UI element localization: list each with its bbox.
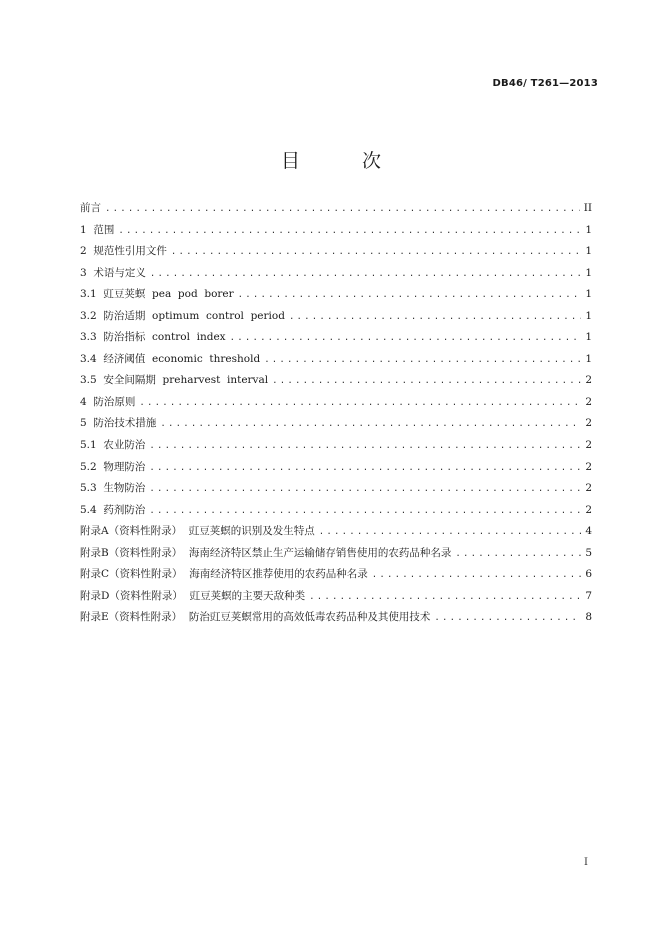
toc-entry-label: 4 防治原则: [80, 395, 136, 408]
toc-entry-page: 2: [585, 395, 592, 408]
toc-entry-label: 附录A（资料性附录） 豇豆荚螟的识别及发生特点: [80, 525, 315, 538]
toc-entry-scope[interactable]: [80, 220, 592, 242]
toc-entry-page: 1: [585, 245, 592, 258]
toc-entry-page: 4: [585, 525, 592, 538]
toc-leader-dots: [139, 393, 581, 415]
toc-entry-appendix-c[interactable]: [80, 564, 592, 586]
toc-entry-page: 2: [585, 482, 592, 495]
toc-entry-page: 5: [585, 546, 592, 559]
toc-entry-5-4[interactable]: [80, 500, 592, 522]
toc-entry-label: 3.4 经济阈值 economic threshold: [80, 352, 261, 365]
toc-leader-dots: [149, 479, 581, 501]
toc-leader-dots: [230, 328, 582, 350]
toc-entry-label: 3.5 安全间隔期 preharvest interval: [80, 374, 269, 387]
toc-leader-dots: [372, 565, 582, 587]
toc-entry-label: 附录C（资料性附录） 海南经济特区推荐使用的农药品种名录: [80, 568, 368, 581]
toc-entry-page: 1: [585, 266, 592, 279]
toc-entry-label: 3.3 防治指标 control index: [80, 331, 226, 344]
toc-leader-dots: [264, 350, 581, 372]
toc-entry-page: 2: [585, 503, 592, 516]
toc-entry-3-3[interactable]: [80, 327, 592, 349]
toc-entry-page: 7: [585, 589, 592, 602]
toc-entry-terms-definitions[interactable]: [80, 263, 592, 285]
toc-entry-label: 附录B（资料性附录） 海南经济特区禁止生产运输储存销售使用的农药品种名录: [80, 546, 452, 559]
toc-entry-appendix-d[interactable]: [80, 586, 592, 608]
toc-leader-dots: [309, 587, 581, 609]
toc-leader-dots: [434, 608, 581, 630]
toc-leader-dots: [171, 242, 581, 264]
toc-leader-dots: [118, 221, 581, 243]
toc-entry-label: 5.1 农业防治: [80, 439, 146, 452]
toc-entry-label: 附录E（资料性附录） 防治豇豆荚螟常用的高效低毒农药品种及其使用技术: [80, 611, 431, 624]
toc-entry-label: 5 防治技术措施: [80, 417, 157, 430]
toc-entry-appendix-b[interactable]: [80, 543, 592, 565]
toc-entry-normative-references[interactable]: [80, 241, 592, 263]
toc-entry-3-4[interactable]: [80, 349, 592, 371]
toc-leader-dots: [149, 501, 581, 523]
toc-entry-label: 5.4 药剂防治: [80, 503, 146, 516]
toc-entry-3-2[interactable]: [80, 306, 592, 328]
toc-leader-dots: [455, 544, 581, 566]
toc-entry-3-1[interactable]: [80, 284, 592, 306]
toc-entry-5-2[interactable]: [80, 457, 592, 479]
toc-leader-dots: [150, 264, 581, 286]
toc-entry-page: 1: [585, 223, 592, 236]
toc-entry-label: 3 术语与定义: [80, 266, 146, 279]
toc-leader-dots: [105, 199, 580, 221]
page-title: 目 次: [280, 150, 410, 172]
toc-entry-page: 2: [585, 439, 592, 452]
table-of-contents: [80, 198, 592, 629]
toc-entry-foreword[interactable]: [80, 198, 592, 220]
toc-leader-dots: [160, 414, 581, 436]
toc-leader-dots: [149, 436, 581, 458]
toc-entry-page: 1: [585, 331, 592, 344]
toc-entry-3-5[interactable]: [80, 370, 592, 392]
toc-leader-dots: [319, 522, 582, 544]
toc-entry-5-1[interactable]: [80, 435, 592, 457]
toc-entry-page: 2: [585, 374, 592, 387]
toc-entry-5-3[interactable]: [80, 478, 592, 500]
toc-entry-label: 3.1 豇豆荚螟 pea pod borer: [80, 288, 234, 301]
toc-entry-control-measures[interactable]: [80, 413, 592, 435]
toc-entry-page: 1: [585, 352, 592, 365]
toc-entry-appendix-a[interactable]: [80, 521, 592, 543]
toc-leader-dots: [238, 285, 582, 307]
toc-entry-page: 2: [585, 417, 592, 430]
toc-entry-control-principles[interactable]: [80, 392, 592, 414]
toc-leader-dots: [149, 458, 581, 480]
toc-entry-page: 8: [585, 611, 592, 624]
toc-leader-dots: [289, 307, 581, 329]
toc-entry-label: 2 规范性引用文件: [80, 245, 167, 258]
toc-entry-label: 前言: [80, 202, 101, 214]
toc-entry-label: 5.2 物理防治: [80, 460, 146, 473]
toc-entry-label: 附录D（资料性附录） 豇豆荚螟的主要天敌种类: [80, 589, 306, 602]
toc-entry-label: 3.2 防治适期 optimum control period: [80, 309, 285, 322]
toc-entry-page: II: [583, 202, 592, 214]
toc-entry-page: 1: [585, 288, 592, 301]
toc-leader-dots: [272, 371, 581, 393]
toc-entry-page: 6: [585, 568, 592, 581]
document-code: DB46/ T261—2013: [492, 78, 598, 89]
toc-entry-label: 5.3 生物防治: [80, 482, 146, 495]
toc-entry-appendix-e[interactable]: [80, 607, 592, 629]
toc-entry-page: 1: [585, 309, 592, 322]
toc-entry-label: 1 范围: [80, 223, 115, 236]
page-number: I: [584, 857, 588, 868]
toc-entry-page: 2: [585, 460, 592, 473]
